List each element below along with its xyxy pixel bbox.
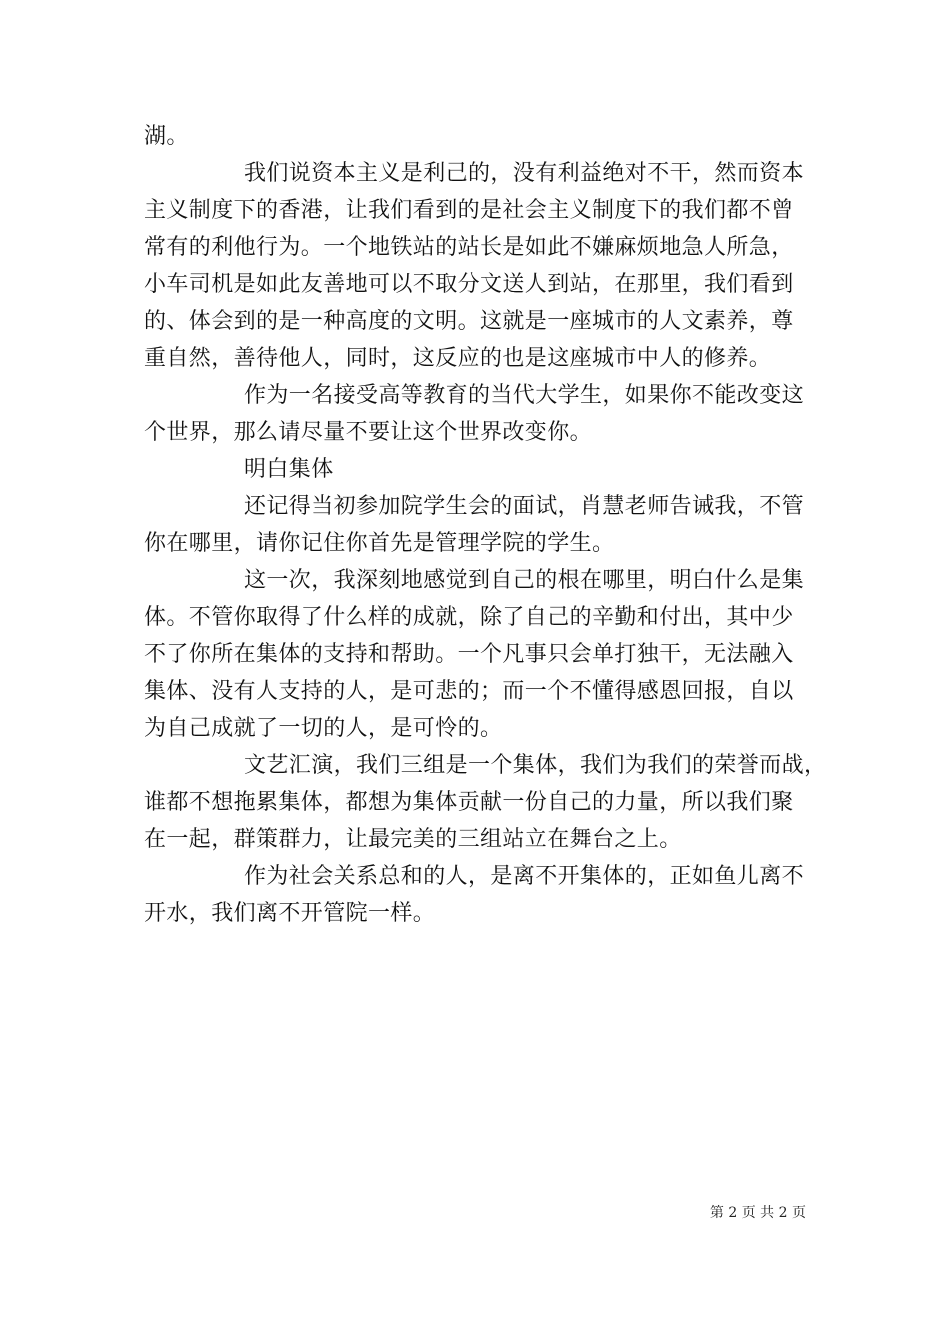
page-indicator: 第 2 页 共 2 页: [709, 1205, 806, 1221]
text-line: 作为一名接受高等教育的当代大学生，如果你不能改变这: [244, 383, 805, 408]
text-line: 体。不管你取得了什么样的成就，除了自己的辛勤和付出，其中少: [144, 605, 794, 630]
text-line: 还记得当初参加院学生会的面试，肖慧老师告诫我，不管: [244, 494, 805, 519]
body-text: [144, 118, 827, 932]
text-line: 我们说资本主义是利己的，没有利益绝对不干，然而资本: [244, 161, 805, 186]
text-line: 的、体会到的是一种高度的文明。这就是一座城市的人文素养，尊: [144, 309, 794, 334]
text-line: 这一次，我深刻地感觉到自己的根在哪里，明白什么是集: [244, 568, 805, 593]
text-line: 重自然，善待他人，同时，这反应的也是这座城市中人的修养。: [144, 346, 772, 371]
text-line: 作为社会关系总和的人，是离不开集体的，正如鱼儿离不: [244, 864, 805, 889]
text-line: 不了你所在集体的支持和帮助。一个凡事只会单打独干，无法融入: [144, 642, 794, 667]
text-line: 谁都不想拖累集体，都想为集体贡献一份自己的力量，所以我们聚: [144, 790, 794, 815]
text-line: 在一起，群策群力，让最完美的三组站立在舞台之上。: [144, 827, 682, 852]
text-line: 你在哪里，请你记住你首先是管理学院的学生。: [144, 531, 615, 556]
text-line: 小车司机是如此友善地可以不取分文送人到站，在那里，我们看到: [144, 272, 794, 297]
text-line: 湖。: [144, 124, 189, 149]
text-line: 集体、没有人支持的人，是可悲的；而一个不懂得感恩回报，自以: [144, 679, 794, 704]
text-line: 为自己成就了一切的人，是可怜的。: [144, 716, 503, 741]
text-line: 文艺汇演，我们三组是一个集体，我们为我们的荣誉而战，: [244, 753, 827, 778]
text-line: 开水，我们离不开管院一样。: [144, 901, 436, 926]
text-line: 常有的利他行为。一个地铁站的站长是如此不嫌麻烦地急人所急，: [144, 235, 794, 260]
section-heading: 明白集体: [244, 457, 334, 482]
text-line: 主义制度下的香港，让我们看到的是社会主义制度下的我们都不曾: [144, 198, 794, 223]
text-line: 个世界，那么请尽量不要让这个世界改变你。: [144, 420, 593, 445]
